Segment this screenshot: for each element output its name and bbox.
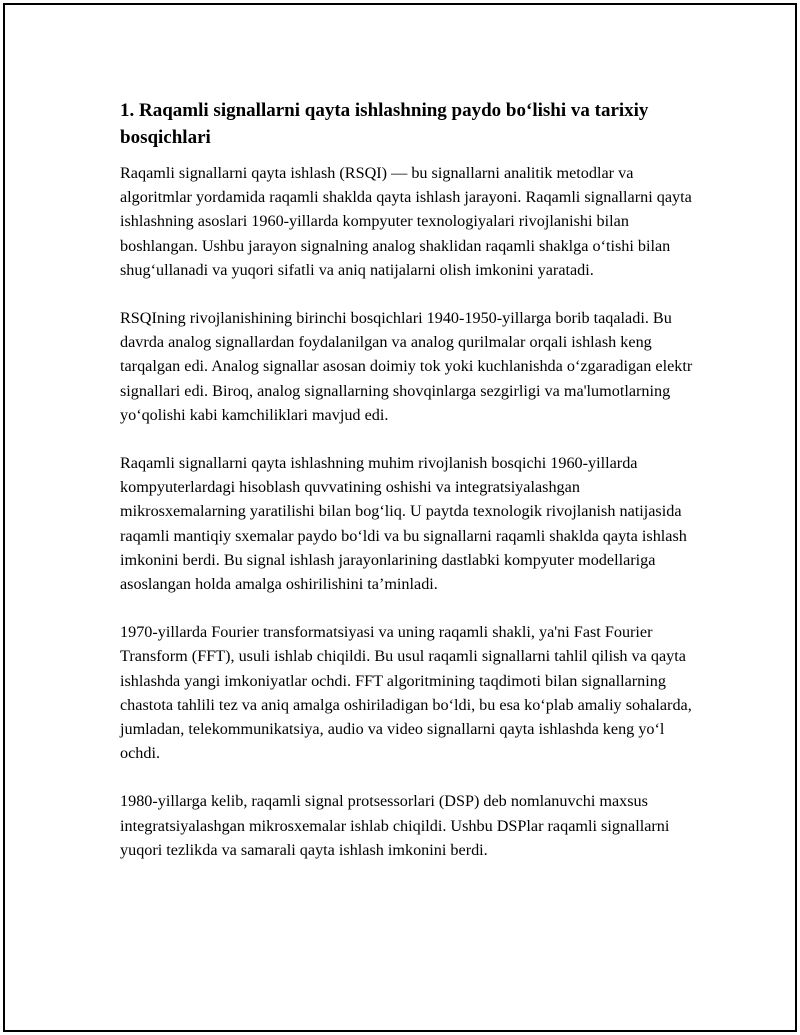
paragraph-5: 1980-yillarga kelib, raqamli signal protsessorlari (DSP) deb nomlanuvchi maxsus integratsiyalashgan mikrosxemalar ishlab chiqildi. Ushbu DSPlar raqamli signallarni yuqori tezlikda va samarali qayta ishlash imkonini berdi. [120,792,670,859]
paragraph-4: 1970-yillarda Fourier transformatsiyasi va uning raqamli shakli, ya'ni Fast Fourier Transform (FFT), usuli ishlab chiqildi. Bu usul raqamli signallarni tahlil qilish va qayta ishlashda yangi imkoniyatlar ochdi. FFT algoritmining taqdimoti bilan signallarning chastota tahlili tez va aniq amalga oshiriladigan bo‘ldi, bu esa ko‘plab amaliy sohalarda, jumladan, telekommunikatsiya, audio va video signallarni qayta ishlashda keng yo‘l ochdi. [120,623,692,763]
document-page [3,3,797,1032]
paragraph-1: Raqamli signallarni qayta ishlash (RSQI) — bu signallarni analitik metodlar va algoritmlar yordamida raqamli shaklda qayta ishlash jarayoni. Raqamli signallarni qayta ishlashning asoslari 1960-yillarda kompyuter texnologiyalari rivojlanishi bilan boshlangan. Ushbu jarayon signalning analog shaklidan raqamli shaklga o‘tishi bilan shug‘ullanadi va yuqori sifatli va aniq natijalarni olish imkonini yaratadi. [120,164,692,279]
paragraph-3: Raqamli signallarni qayta ishlashning muhim rivojlanish bosqichi 1960-yillarda kompyuterlardagi hisoblash quvvatining oshishi va integratsiyalashgan mikrosxemalarning yaratilishi bilan bog‘liq. U paytda texnologik rivojlanish natijasida raqamli mantiqiy sxemalar paydo bo‘ldi va bu signallarni raqamli shaklda qayta ishlash imkonini berdi. Bu signal ishlash jarayonlarining dastlabki kompyuter modellariga asoslangan holda amalga oshirilishini ta’minladi. [120,454,687,594]
paragraph-2: RSQIning rivojlanishining birinchi bosqichlari 1940-1950-yillarga borib taqaladi. Bu davrda analog signallardan foydalanilgan va analog qurilmalar orqali ishlash keng tarqalgan edi. Analog signallar asosan doimiy tok yoki kuchlanishda o‘zgaradigan elektr signallari edi. Biroq, analog signallarning shovqinlarga sezgirligi va ma'lumotlarning yo‘qolishi kabi kamchiliklari mavjud edi. [120,309,693,424]
section-heading: 1. Raqamli signallarni qayta ishlashning paydo bo‘lishi va tarixiy bosqichlari [120,100,649,148]
document-body [120,97,695,886]
